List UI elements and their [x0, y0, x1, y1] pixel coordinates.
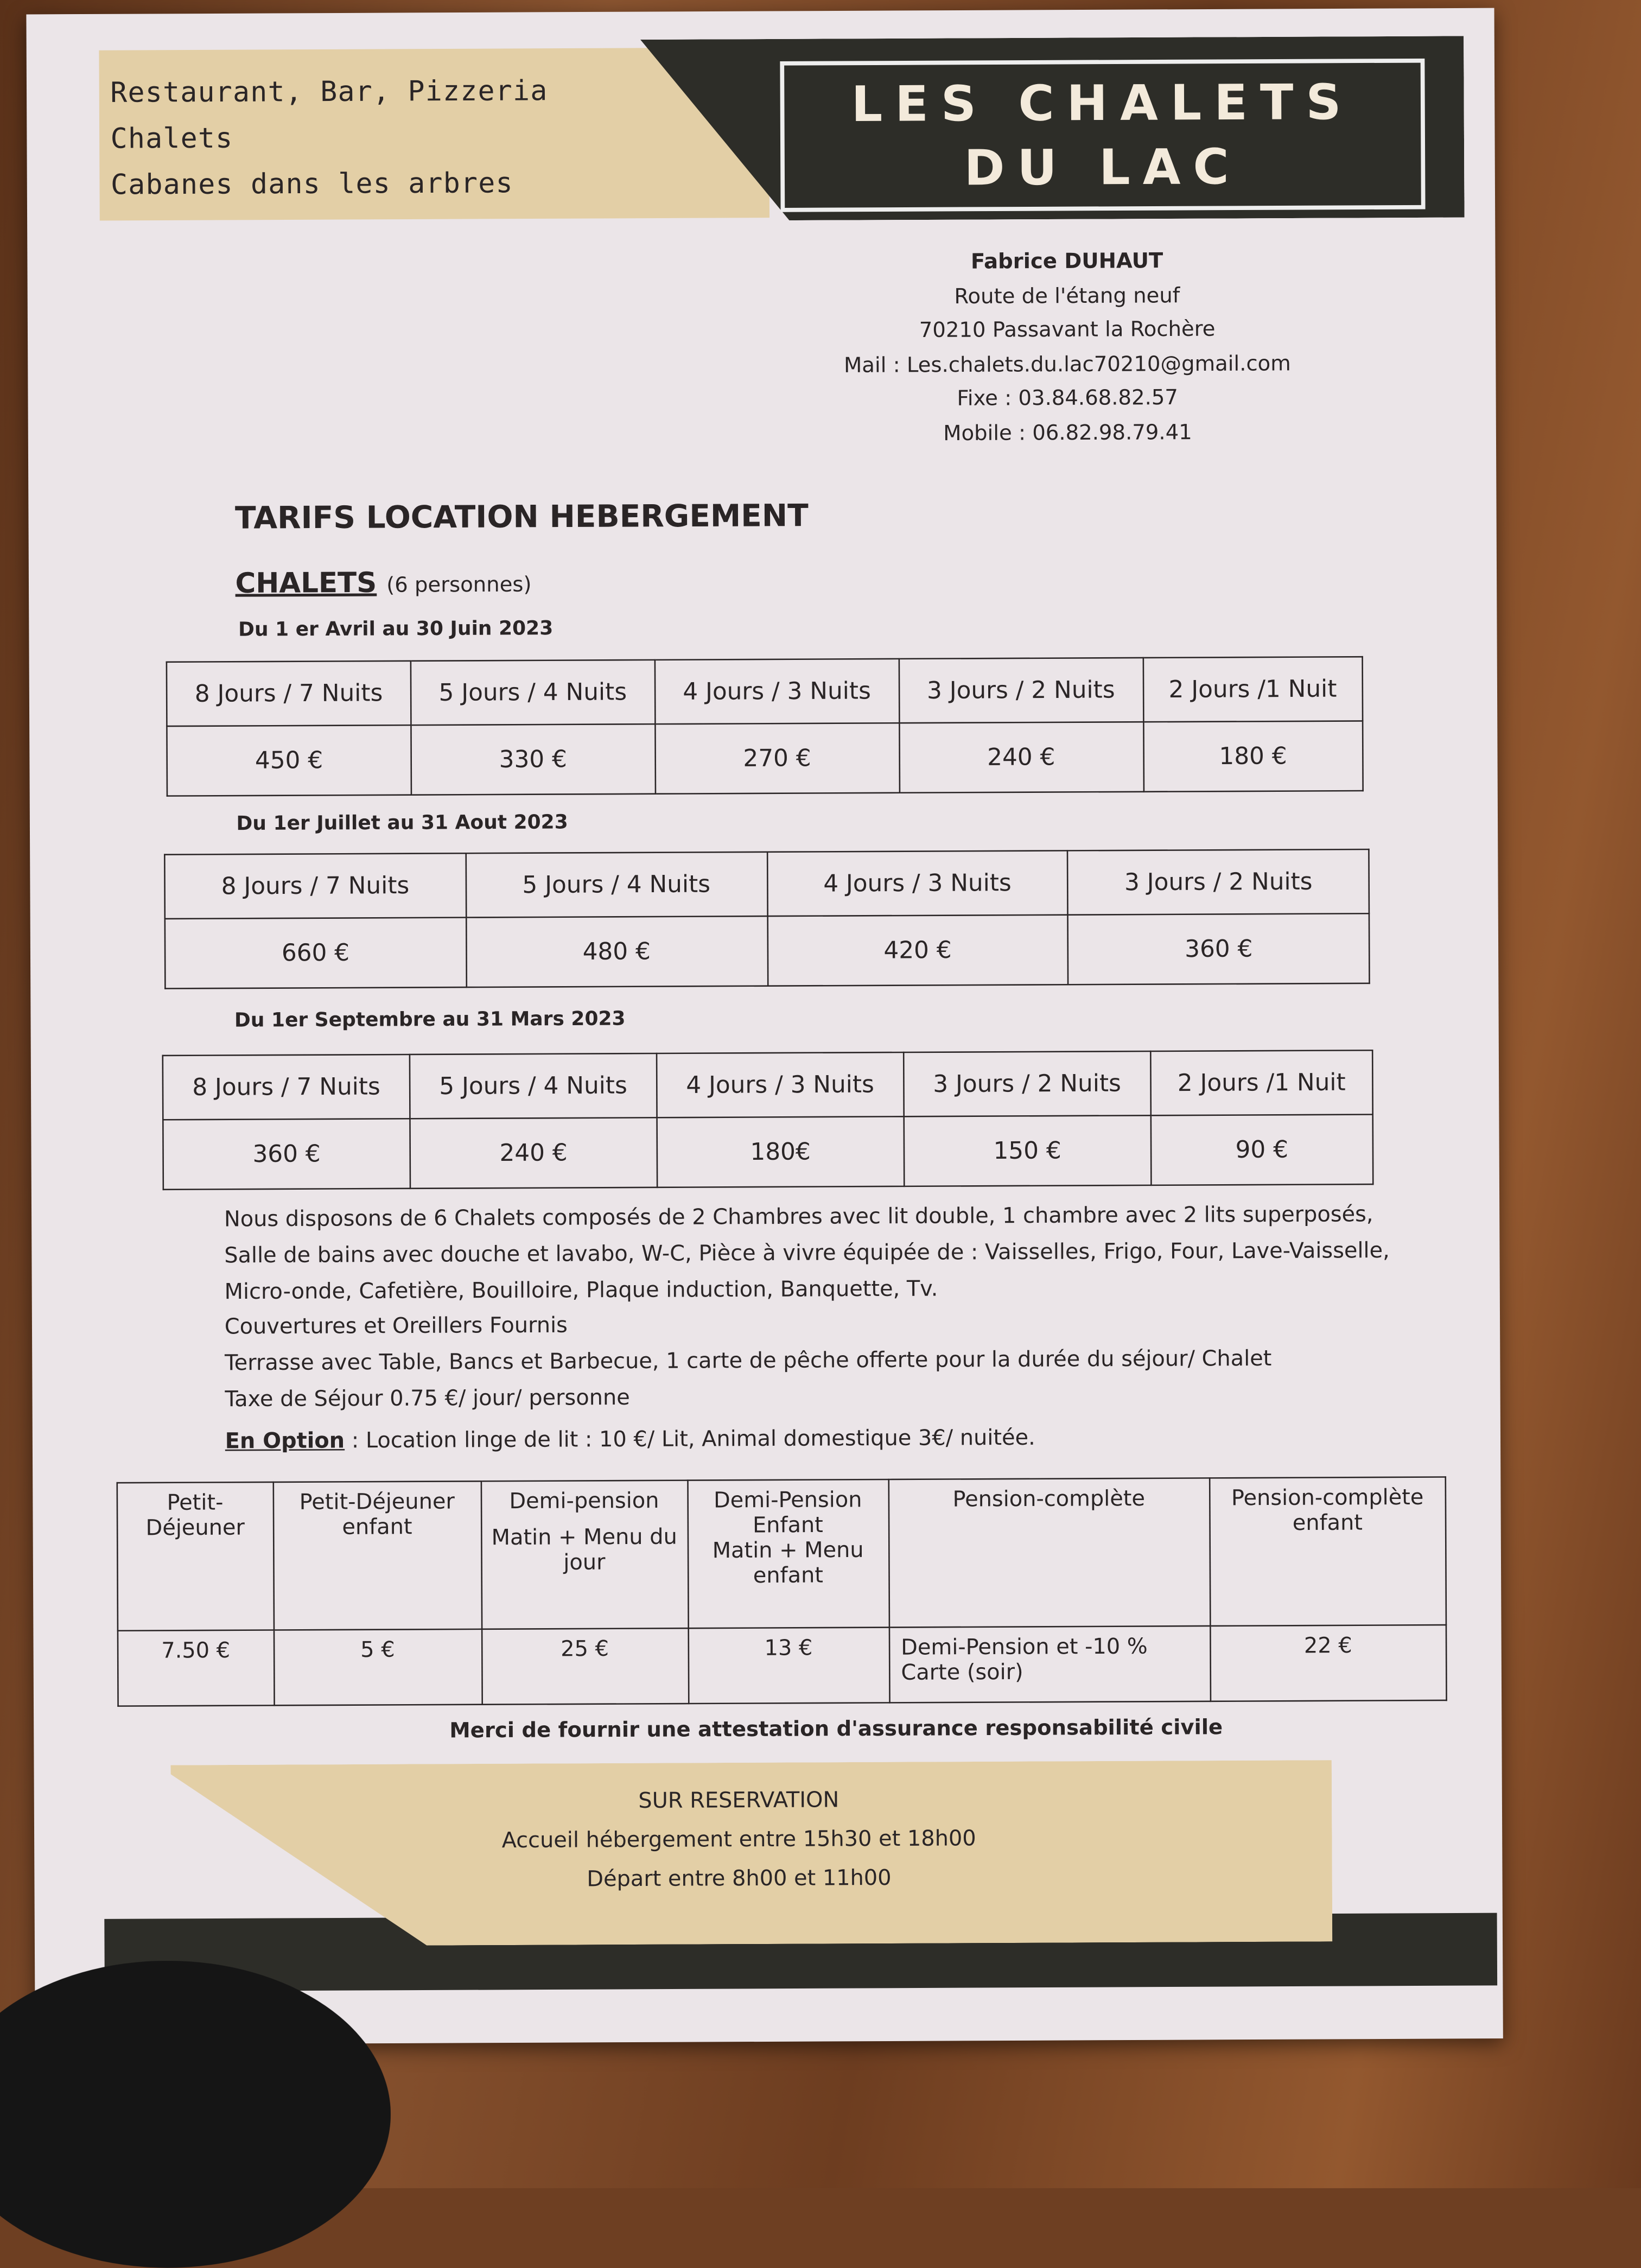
logo	[780, 59, 1425, 212]
meal-price: 5 €	[274, 1629, 482, 1706]
duration-header: 3 Jours / 2 Nuits	[1068, 849, 1369, 915]
description-line: Nous disposons de 6 Chalets composés de 2 Chambres avec lit double, 1 chambre avec 2 lits superposés, Salle de bains avec douche et lavabo, W-C, Pièce à vivre équipée de : Vaisselles, Frigo, Four, Lave-Vaisselle, Micro-onde, Cafetière, Bouilloire, Plaque induction, Banquette, Tv.	[224, 1202, 1390, 1304]
price-table-spring	[166, 656, 1364, 797]
period-label: Du 1 er Avril au 30 Juin 2023	[238, 618, 554, 641]
meal-price: 13 €	[688, 1628, 889, 1704]
meal-title: Petit-Déjeuner enfant	[299, 1489, 455, 1540]
chalets-heading	[235, 565, 531, 600]
phone-fixe: Fixe : 03.84.68.82.57	[957, 384, 1179, 411]
options-line	[225, 1419, 1411, 1460]
price-cell: 90 €	[1150, 1115, 1373, 1185]
price-cell: 270 €	[655, 723, 899, 794]
meal-price: 22 €	[1210, 1625, 1446, 1701]
meal-title: Pension-complète	[952, 1486, 1146, 1512]
price-table-summer	[164, 849, 1370, 989]
insurance-notice: Merci de fournir une attestation d'assurance responsabilité civile	[449, 1714, 1223, 1743]
description-line: Couvertures et Oreillers Fournis	[224, 1313, 568, 1340]
price-cell: 150 €	[904, 1115, 1151, 1186]
duration-header: 2 Jours /1 Nuit	[1150, 1050, 1373, 1115]
logo-line: LES CHALETS	[851, 75, 1354, 134]
price-cell: 450 €	[167, 725, 411, 796]
price-cell: 180 €	[1143, 721, 1363, 791]
duration-header: 5 Jours / 4 Nuits	[410, 1053, 657, 1119]
duration-header: 4 Jours / 3 Nuits	[657, 1052, 904, 1117]
option-label: En Option	[225, 1427, 345, 1454]
price-cell: 420 €	[767, 915, 1068, 986]
logo-line: DU LAC	[964, 140, 1242, 198]
meal-price: Demi-Pension et -10 % Carte (soir)	[889, 1626, 1210, 1702]
meal-title: Demi-Pension Enfant	[713, 1487, 862, 1538]
price-cell: 360 €	[163, 1119, 410, 1190]
meal-price: 25 €	[482, 1628, 688, 1705]
duration-header: 5 Jours / 4 Nuits	[466, 852, 767, 918]
meal-title: Pension-complète enfant	[1231, 1484, 1424, 1536]
meal-price: 7.50 €	[118, 1630, 274, 1706]
email: Mail : Les.chalets.du.lac70210@gmail.com	[843, 350, 1291, 377]
duration-header: 4 Jours / 3 Nuits	[767, 850, 1068, 916]
address-line: 70210 Passavant la Rochère	[919, 316, 1216, 343]
price-cell: 240 €	[899, 722, 1143, 793]
meal-header	[117, 1482, 274, 1631]
reservation-title: SUR RESERVATION	[638, 1787, 839, 1814]
price-sheet	[26, 8, 1503, 2045]
price-cell: 360 €	[1068, 913, 1369, 984]
option-text: : Location linge de lit : 10 €/ Lit, Animal domestique 3€/ nuitée.	[345, 1425, 1035, 1453]
period-label: Du 1er Septembre au 31 Mars 2023	[234, 1008, 626, 1032]
checkout-hours: Départ entre 8h00 et 11h00	[587, 1865, 892, 1892]
tagline-line: Cabanes dans les arbres	[110, 166, 513, 201]
period-label: Du 1er Juillet au 31 Aout 2023	[236, 811, 568, 836]
meal-header	[1209, 1477, 1446, 1626]
description-line: Taxe de Séjour 0.75 €/ jour/ personne	[225, 1384, 630, 1412]
duration-header: 3 Jours / 2 Nuits	[899, 658, 1143, 723]
reservation-text	[438, 1780, 1039, 1899]
tagline-line: Restaurant, Bar, Pizzeria	[110, 73, 548, 109]
meals-table	[117, 1476, 1447, 1707]
price-table-winter	[162, 1050, 1374, 1190]
price-cell: 480 €	[466, 916, 767, 987]
address-line: Route de l'étang neuf	[954, 282, 1180, 309]
chalets-label: CHALETS	[235, 565, 377, 600]
meal-detail: Matin + Menu enfant	[712, 1537, 864, 1589]
price-cell: 180€	[657, 1116, 904, 1187]
meal-title: Demi-pension	[509, 1488, 659, 1514]
meal-title: Petit- Déjeuner	[145, 1490, 245, 1541]
duration-header: 8 Jours / 7 Nuits	[167, 661, 411, 726]
phone-mobile: Mobile : 06.82.98.79.41	[943, 418, 1192, 446]
price-cell: 240 €	[410, 1117, 657, 1189]
duration-header: 3 Jours / 2 Nuits	[904, 1051, 1151, 1116]
duration-header: 5 Jours / 4 Nuits	[411, 660, 655, 725]
tagline-line: Chalets	[110, 120, 233, 155]
duration-header: 8 Jours / 7 Nuits	[164, 853, 466, 919]
meal-header	[888, 1478, 1210, 1627]
description-line: Terrasse avec Table, Bancs et Barbecue, 1 carte de pêche offerte pour la durée du séjour/ Chalet	[225, 1346, 1272, 1376]
chalets-persons: (6 personnes)	[386, 571, 532, 598]
meal-detail: Matin + Menu du jour	[491, 1524, 677, 1575]
duration-header: 8 Jours / 7 Nuits	[163, 1054, 410, 1120]
duration-header: 2 Jours /1 Nuit	[1143, 657, 1363, 722]
duration-header: 4 Jours / 3 Nuits	[654, 659, 899, 724]
contact-block	[753, 243, 1382, 451]
meal-header	[481, 1481, 688, 1629]
price-cell: 330 €	[411, 724, 655, 795]
checkin-hours: Accueil hébergement entre 15h30 et 18h00	[501, 1826, 976, 1853]
description	[224, 1197, 1411, 1460]
page-title: TARIFS LOCATION HEBERGEMENT	[234, 499, 809, 537]
price-cell: 660 €	[165, 918, 466, 989]
meal-header	[273, 1481, 482, 1630]
owner-name: Fabrice DUHAUT	[970, 248, 1163, 274]
meal-header	[687, 1479, 889, 1628]
